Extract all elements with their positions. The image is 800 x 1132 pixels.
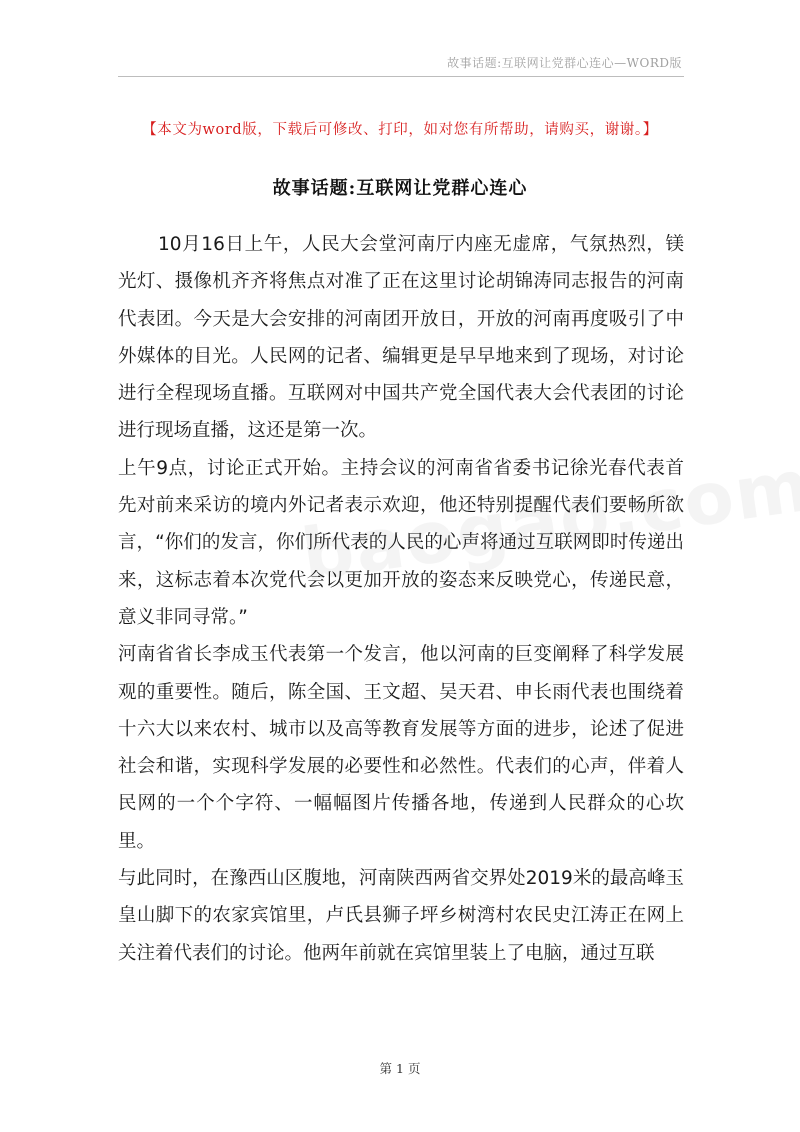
document-title: 故事话题:互联网让党群心连心 [272, 178, 528, 199]
running-header: 故事话题:互联网让党群心连心—WORD版 [447, 56, 682, 70]
purchase-notice: 【本文为word版，下载后可修改、打印，如对您有所帮助，请购买，谢谢。】 [142, 122, 658, 138]
paragraph-3: 河南省省长李成玉代表第一个发言，他以河南的巨变阐释了科学发展观的重要性。随后，陈全国、王文超、吴天君、申长雨代表也围绕着十六大以来农村、城市以及高等教育发展等方面的进步，论述了促进社会和谐，实现科学发展的必要性和必然性。代表们的心声，伴着人民网的一个个字符、一幅幅图片传播各地，传递到人民群众的心坎里。 [118, 644, 684, 852]
paragraph-4: 与此同时，在豫西山区腹地，河南陕西两省交界处2019米的最高峰玉皇山脚下的农家宾馆里，卢氏县狮子坪乡树湾村农民史江涛正在网上关注着代表们的讨论。他两年前就在宾馆里装上了电脑，通过互联 [118, 868, 684, 964]
document-body [118, 226, 684, 972]
paragraph-2: 上午9点，讨论正式开始。主持会议的河南省省委书记徐光春代表首先对前来采访的境内外记者表示欢迎，他还特别提醒代表们要畅所欲言，“你们的发言，你们所代表的人民的心声将通过互联网即时传递出来，这标志着本次党代会以更加开放的姿态来反映党心，传递民意，意义非同寻常。” [118, 457, 684, 628]
page-number: 第 1 页 [379, 1061, 421, 1076]
header-divider [118, 76, 684, 77]
paragraph-1: 10月16日上午，人民大会堂河南厅内座无虚席，气氛热烈，镁光灯、摄像机齐齐将焦点对准了正在这里讨论胡锦涛同志报告的河南代表团。今天是大会安排的河南团开放日，开放的河南再度吸引了中外媒体的目光。人民网的记者、编辑更是早早地来到了现场，对讨论进行全程现场直播。互联网对中国共产党全国代表大会代表团的讨论进行现场直播，这还是第一次。 [118, 234, 684, 442]
